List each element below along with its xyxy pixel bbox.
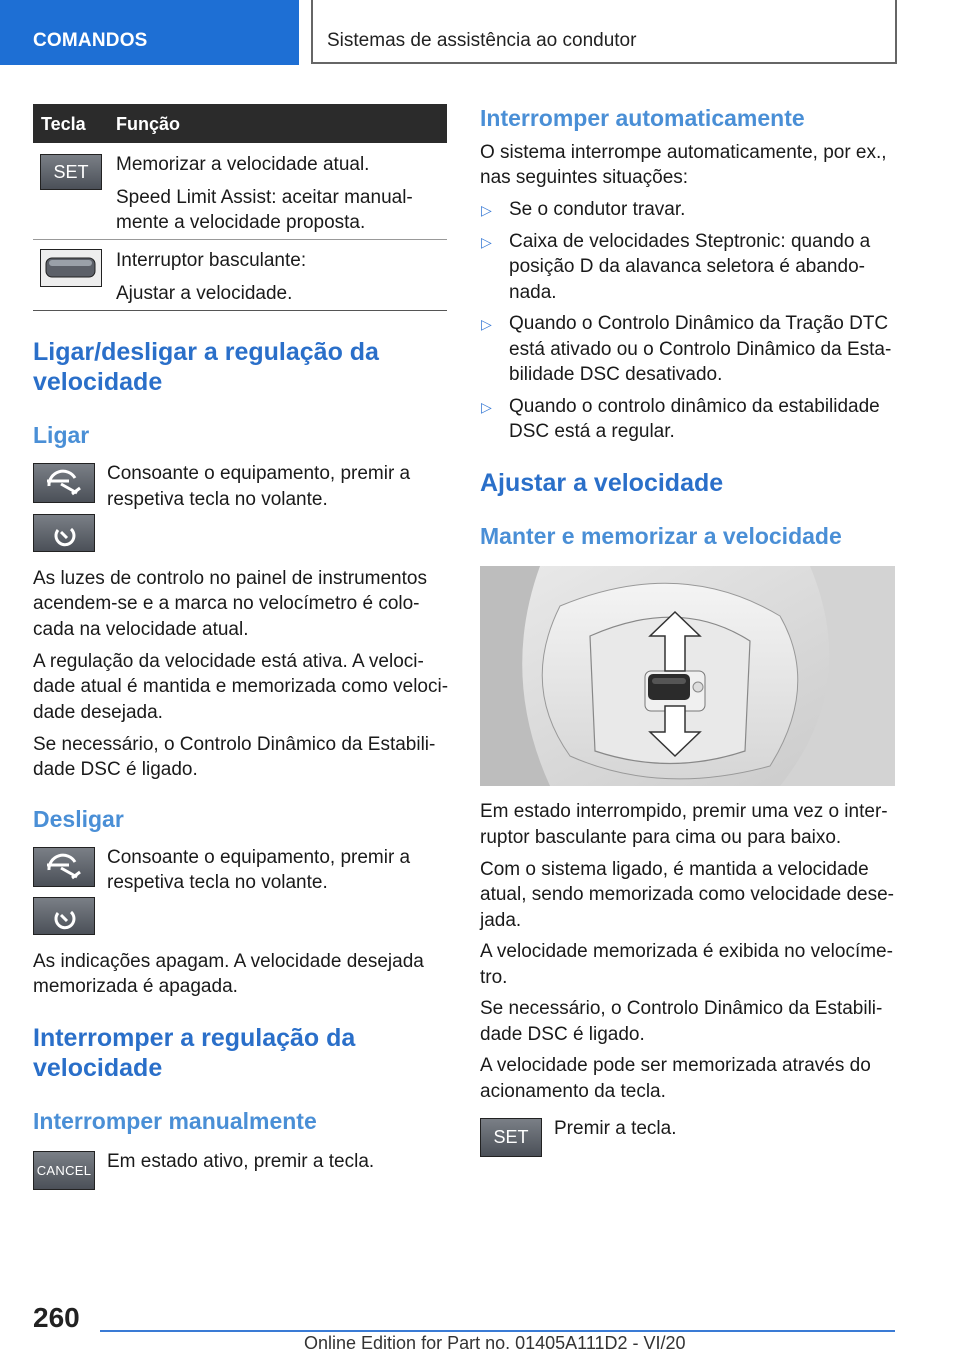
on-text-line-1: Consoante o equipamento, premir a xyxy=(107,463,411,484)
table-row-2-line-2: Ajustar a velocidade. xyxy=(116,283,293,304)
auto-intro-line-2: nas seguintes situações: xyxy=(480,167,689,188)
page-number: 260 xyxy=(33,1302,80,1333)
on-text-line-2: respetiva tecla no volante. xyxy=(107,489,328,510)
chapter-tab xyxy=(311,0,897,64)
bullet-3-line-1: Quando o Controlo Dinâmico da Tração DTC xyxy=(509,313,889,334)
bullet-2-line-2: posição D da alavanca seletora é abando- xyxy=(509,256,865,277)
heading-keep: Manter e memorizar a velocidade xyxy=(480,523,842,549)
off-text-line-1: Consoante o equipamento, premir a xyxy=(107,847,411,868)
heading-manual: Interromper manualmente xyxy=(33,1108,317,1134)
bullet-4-line-1: Quando o controlo dinâmico da estabilidade xyxy=(509,396,880,417)
bullet-icon: ▷ xyxy=(481,202,492,218)
table-row-1-line-3: mente a velocidade proposta. xyxy=(116,212,366,233)
on-paragraph-2-line-2: dade atual é mantida e memorizada como veloci- xyxy=(33,676,449,697)
speed-limiter-key-icon xyxy=(33,897,95,935)
table-row-divider xyxy=(33,239,447,240)
bullet-4-line-2: DSC está a regular. xyxy=(509,421,675,442)
auto-intro-line-1: O sistema interrompe automaticamente, por ex., xyxy=(480,142,887,163)
heading-on: Ligar xyxy=(33,422,90,448)
bullet-icon: ▷ xyxy=(481,316,492,332)
speed-limiter-key-icon xyxy=(33,514,95,552)
keep-paragraph-4-line-1: Se necessário, o Controlo Dinâmico da Estabili- xyxy=(480,998,883,1019)
table-header xyxy=(33,104,447,143)
set-key-icon: SET xyxy=(480,1118,542,1157)
heading-onoff-line-1: Ligar/desligar a regulação da xyxy=(33,338,379,366)
cancel-key-icon: CANCEL xyxy=(33,1151,95,1190)
bullet-2-line-3: nada. xyxy=(509,282,557,303)
cruise-control-key-icon xyxy=(33,847,95,887)
on-paragraph-3-line-2: dade DSC é ligado. xyxy=(33,759,198,780)
keep-paragraph-1-line-2: ruptor basculante para cima ou para baixo. xyxy=(480,827,842,848)
bullet-3-line-3: bilidade DSC desativado. xyxy=(509,364,723,385)
keep-paragraph-4-line-2: dade DSC é ligado. xyxy=(480,1024,645,1045)
table-row-2-line-1: Interruptor basculante: xyxy=(116,250,307,271)
section-title: COMANDOS xyxy=(33,30,148,51)
heading-interrupt-line-2: velocidade xyxy=(33,1054,163,1082)
bullet-3-line-2: está ativado ou o Controlo Dinâmico da Esta- xyxy=(509,339,892,360)
footer-rule xyxy=(100,1330,895,1332)
keep-paragraph-2-line-1: Com o sistema ligado, é mantida a velocidade xyxy=(480,859,869,880)
table-row-1-line-1: Memorizar a velocidade atual. xyxy=(116,154,370,175)
rocker-switch-icon xyxy=(40,249,102,287)
table-row-1-line-2: Speed Limit Assist: aceitar manual- xyxy=(116,187,413,208)
off-text-line-2: respetiva tecla no volante. xyxy=(107,872,328,893)
keep-paragraph-2-line-3: jada. xyxy=(480,910,522,931)
on-paragraph-2-line-1: A regulação da velocidade está ativa. A veloci- xyxy=(33,651,424,672)
heading-auto: Interromper automaticamente xyxy=(480,105,805,131)
keep-paragraph-3-line-1: A velocidade memorizada é exibida no velocíme- xyxy=(480,941,893,962)
on-paragraph-2-line-3: dade desejada. xyxy=(33,702,163,723)
bullet-2-line-1: Caixa de velocidades Steptronic: quando a xyxy=(509,231,871,252)
section-tab xyxy=(0,0,299,65)
heading-adjust: Ajustar a velocidade xyxy=(480,469,724,497)
edition-note: Online Edition for Part no. 01405A111D2 - VI/20 xyxy=(304,1333,686,1353)
heading-onoff-line-2: velocidade xyxy=(33,368,163,396)
steering-wheel-rocker-image xyxy=(480,566,895,786)
on-paragraph-1-line-1: As luzes de controlo no painel de instrumentos xyxy=(33,568,427,589)
bullet-icon: ▷ xyxy=(481,399,492,415)
keep-paragraph-3-line-2: tro. xyxy=(480,967,508,988)
off-paragraph-line-2: memorizada é apagada. xyxy=(33,976,238,997)
table-header-key: Tecla xyxy=(41,114,86,134)
keep-paragraph-2-line-2: atual, sendo memorizada como velocidade dese- xyxy=(480,884,895,905)
table-bottom-rule xyxy=(33,310,447,311)
bullet-icon: ▷ xyxy=(481,234,492,250)
heading-off: Desligar xyxy=(33,806,124,832)
on-paragraph-3-line-1: Se necessário, o Controlo Dinâmico da Estabili- xyxy=(33,734,436,755)
set-key-icon: SET xyxy=(40,154,102,190)
cruise-control-key-icon xyxy=(33,463,95,503)
on-paragraph-1-line-2: acendem-se e a marca no velocímetro é colo- xyxy=(33,593,420,614)
manual-text: Em estado ativo, premir a tecla. xyxy=(107,1151,375,1172)
heading-interrupt-line-1: Interromper a regulação da xyxy=(33,1024,356,1052)
bullet-1-line-1: Se o condutor travar. xyxy=(509,199,686,220)
chapter-title: Sistemas de assistência ao condutor xyxy=(327,30,637,51)
keep-paragraph-1-line-1: Em estado interrompido, premir uma vez o inter- xyxy=(480,801,888,822)
keep-paragraph-5-line-2: acionamento da tecla. xyxy=(480,1081,666,1102)
set-key-text: Premir a tecla. xyxy=(554,1118,677,1139)
table-header-function: Função xyxy=(116,114,181,134)
keep-paragraph-5-line-1: A velocidade pode ser memorizada através do xyxy=(480,1055,871,1076)
on-paragraph-1-line-3: cada na velocidade atual. xyxy=(33,619,249,640)
off-paragraph-line-1: As indicações apagam. A velocidade desejada xyxy=(33,951,424,972)
